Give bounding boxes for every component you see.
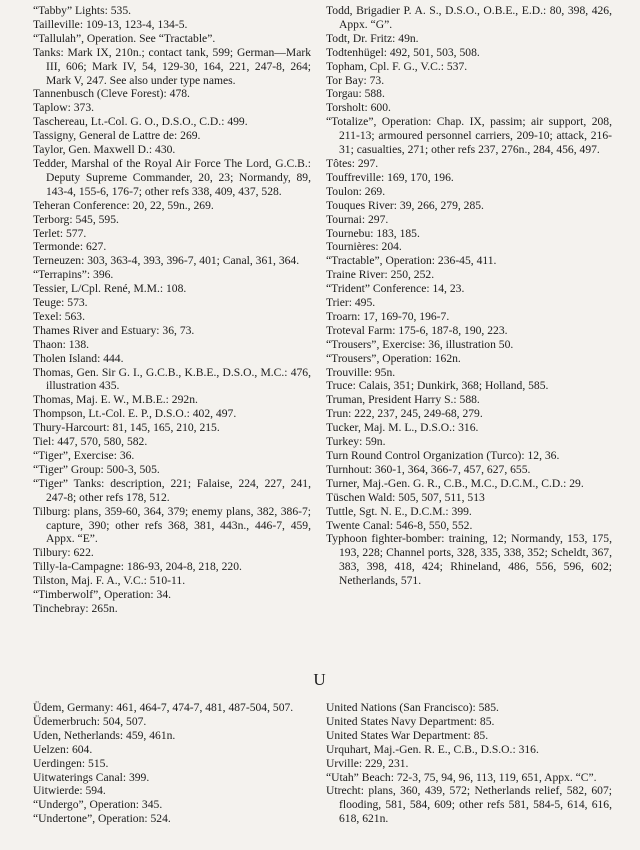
index-entry: Taylor, Gen. Maxwell D.: 430.: [33, 143, 176, 157]
index-entry: Tessier, L/Cpl. René, M.M.: 108.: [33, 282, 187, 296]
index-entry: Taplow: 373.: [33, 101, 95, 115]
index-entry: “Totalize”, Operation: Chap. IX, passim; air support, 208, 211-13; armoured personnel carriers, 209-10; attack, 216-31; casualties, 271; other refs 237, 276n., 284, 456, 497.: [326, 115, 612, 157]
index-entry: Tiel: 447, 570, 580, 582.: [33, 435, 148, 449]
index-entry: “Trousers”, Exercise: 36, illustration 50.: [326, 337, 514, 351]
index-entry: Touques River: 39, 266, 279, 285.: [326, 198, 484, 212]
index-entry: Turnhout: 360-1, 364, 366-7, 457, 627, 655.: [326, 462, 531, 476]
index-entry: Tournebu: 183, 185.: [326, 226, 420, 240]
index-entry: “Utah” Beach: 72-3, 75, 94, 96, 113, 119, 651, Appx. “C”.: [326, 770, 597, 784]
index-entry: “Trousers”, Operation: 162n.: [326, 351, 461, 365]
index-entry: Uelzen: 604.: [33, 742, 93, 756]
index-entry: Taschereau, Lt.-Col. G. O., D.S.O., C.D.: 499.: [33, 115, 248, 129]
index-entry: Tucker, Maj. M. L., D.S.O.: 316.: [326, 421, 479, 435]
index-entry: Touffreville: 169, 170, 196.: [326, 170, 454, 184]
index-entry: United States War Department: 85.: [326, 728, 489, 742]
index-entry: Tilly-la-Campagne: 186-93, 204-8, 218, 220.: [33, 560, 242, 574]
index-entry: “Undertone”, Operation: 524.: [33, 812, 171, 826]
index-column-right-top: [326, 4, 612, 588]
index-entry: Terneuzen: 303, 363-4, 393, 396-7, 401; Canal, 361, 364.: [33, 254, 300, 268]
index-entry: Teuge: 573.: [33, 296, 88, 310]
index-entry: “Undergo”, Operation: 345.: [33, 798, 163, 812]
index-entry: Trouville: 95n.: [326, 365, 396, 379]
index-entry: “Terrapins”: 396.: [33, 268, 114, 282]
index-entry: Torgau: 588.: [326, 87, 385, 101]
index-entry: Toulon: 269.: [326, 184, 386, 198]
index-entry: Traine River: 250, 252.: [326, 268, 435, 282]
index-entry: Trier: 495.: [326, 296, 376, 310]
index-entry: Tilston, Maj. F. A., V.C.: 510-11.: [33, 574, 186, 588]
index-entry: Urville: 229, 231.: [326, 756, 409, 770]
index-column-right-bottom: [326, 701, 612, 826]
index-entry: Termonde: 627.: [33, 240, 107, 254]
index-entry: Turn Round Control Organization (Turco): 12, 36.: [326, 449, 560, 462]
index-entry: Troarn: 17, 169-70, 196-7.: [326, 309, 450, 323]
index-entry: Thames River and Estuary: 36, 73.: [33, 323, 195, 337]
index-entry: Troteval Farm: 175-6, 187-8, 190, 223.: [326, 323, 508, 337]
index-entry: Tôtes: 297.: [326, 156, 379, 170]
index-entry: Thury-Harcourt: 81, 145, 165, 210, 215.: [33, 421, 220, 435]
index-entry: Terborg: 545, 595.: [33, 212, 119, 226]
index-entry: “Tiger”, Exercise: 36.: [33, 449, 135, 462]
index-entry: Teheran Conference: 20, 22, 59n., 269.: [33, 198, 214, 212]
index-entry: Topham, Cpl. F. G., V.C.: 537.: [326, 59, 468, 73]
index-entry: Tor Bay: 73.: [326, 73, 385, 87]
index-entry: Trun: 222, 237, 245, 249-68, 279.: [326, 407, 483, 421]
index-entry: Uitwierde: 594.: [33, 784, 106, 798]
index-entry: Tholen Island: 444.: [33, 351, 124, 365]
index-entry: “Tallulah”, Operation. See “Tractable”.: [33, 31, 216, 45]
index-column-left-bottom: [33, 701, 311, 826]
index-entry: Thompson, Lt.-Col. E. P., D.S.O.: 402, 497.: [33, 407, 237, 421]
index-entry: Texel: 563.: [33, 309, 85, 323]
index-entry: Urquhart, Maj.-Gen. R. E., C.B., D.S.O.: 316.: [326, 742, 539, 756]
index-entry: Üdemerbruch: 504, 507.: [33, 714, 147, 728]
index-entry: Torsholt: 600.: [326, 101, 391, 115]
index-entry: Tinchebray: 265n.: [33, 601, 118, 615]
index-entry: Typhoon fighter-bomber: training, 12; Normandy, 153, 175, 193, 228; Channel ports, 328, 335, 338, 352; Scheldt, 367, 383, 398, 418, 424; Rhineland, 486, 556, 596, 602; Netherlands, 571.: [326, 532, 612, 588]
index-entry: Todt, Dr. Fritz: 49n.: [326, 31, 419, 45]
index-entry: United States Navy Department: 85.: [326, 714, 495, 728]
index-entry: Üdem, Germany: 461, 464-7, 474-7, 481, 487-504, 507.: [33, 701, 294, 714]
index-entry: Terlet: 577.: [33, 226, 87, 240]
index-entry: Tüschen Wald: 505, 507, 511, 513: [326, 490, 485, 504]
index-entry: Tannenbusch (Cleve Forest): 478.: [33, 87, 190, 101]
index-entry: “Tiger” Tanks: description, 221; Falaise, 224, 227, 241, 247-8; other refs 178, 512.: [33, 476, 311, 504]
index-column-left-top: [33, 4, 311, 616]
index-entry: “Tractable”, Operation: 236-45, 411.: [326, 254, 497, 268]
index-entry: Todd, Brigadier P. A. S., D.S.O., O.B.E., E.D.: 80, 398, 426, Appx. “G”.: [326, 4, 612, 31]
index-entry: Thomas, Gen. Sir G. I., G.C.B., K.B.E., D.S.O., M.C.: 476, illustration 435.: [33, 365, 311, 393]
index-entry: Utrecht: plans, 360, 439, 572; Netherlands relief, 582, 607; flooding, 581, 584, 609; other refs 581, 584-5, 614, 616, 618, 621n.: [326, 784, 612, 826]
index-entry: “Trident” Conference: 14, 23.: [326, 282, 465, 296]
index-entry: “Tabby” Lights: 535.: [33, 4, 132, 17]
index-entry: Tuttle, Sgt. N. E., D.C.M.: 399.: [326, 504, 472, 518]
index-entry: Uitwaterings Canal: 399.: [33, 770, 150, 784]
index-entry: “Timberwolf”, Operation: 34.: [33, 588, 172, 602]
index-entry: Tedder, Marshal of the Royal Air Force The Lord, G.C.B.: Deputy Supreme Commander, 20, 23; Normandy, 89, 143-4, 155-6, 176-7; other refs 338, 409, 437, 528.: [33, 156, 311, 198]
index-entry: Tournai: 297.: [326, 212, 389, 226]
index-entry: Thaon: 138.: [33, 337, 90, 351]
index-entry: Tilburg: plans, 359-60, 364, 379; enemy plans, 382, 386-7; capture, 390; other refs 368, 381, 443n., 446-7, 459, Appx. “E”.: [33, 504, 311, 546]
index-entry: Uerdingen: 515.: [33, 756, 109, 770]
index-entry: Tanks: Mark IX, 210n.; contact tank, 599; German—Mark III, 606; Mark IV, 54, 129-30, 164, 221, 247-8, 264; Mark V, 247. See also under type names.: [33, 45, 311, 87]
index-entry: Truce: Calais, 351; Dunkirk, 368; Holland, 585.: [326, 379, 549, 393]
index-entry: Thomas, Maj. E. W., M.B.E.: 292n.: [33, 393, 198, 407]
index-entry: Twente Canal: 546-8, 550, 552.: [326, 518, 473, 532]
index-entry: Tailleville: 109-13, 123-4, 134-5.: [33, 17, 188, 31]
index-entry: United Nations (San Francisco): 585.: [326, 701, 499, 714]
index-entry: Tassigny, General de Lattre de: 269.: [33, 129, 201, 143]
index-entry: Truman, President Harry S.: 588.: [326, 393, 480, 407]
index-entry: Turner, Maj.-Gen. G. R., C.B., M.C., D.C.M., C.D.: 29.: [326, 476, 584, 490]
index-entry: “Tiger” Group: 500-3, 505.: [33, 462, 160, 476]
index-entry: Tournières: 204.: [326, 240, 402, 254]
section-heading-letter: U: [313, 670, 327, 689]
index-entry: Todtenhügel: 492, 501, 503, 508.: [326, 45, 480, 59]
index-entry: Tilbury: 622.: [33, 546, 94, 560]
index-entry: Turkey: 59n.: [326, 435, 386, 449]
index-entry: Uden, Netherlands: 459, 461n.: [33, 728, 176, 742]
